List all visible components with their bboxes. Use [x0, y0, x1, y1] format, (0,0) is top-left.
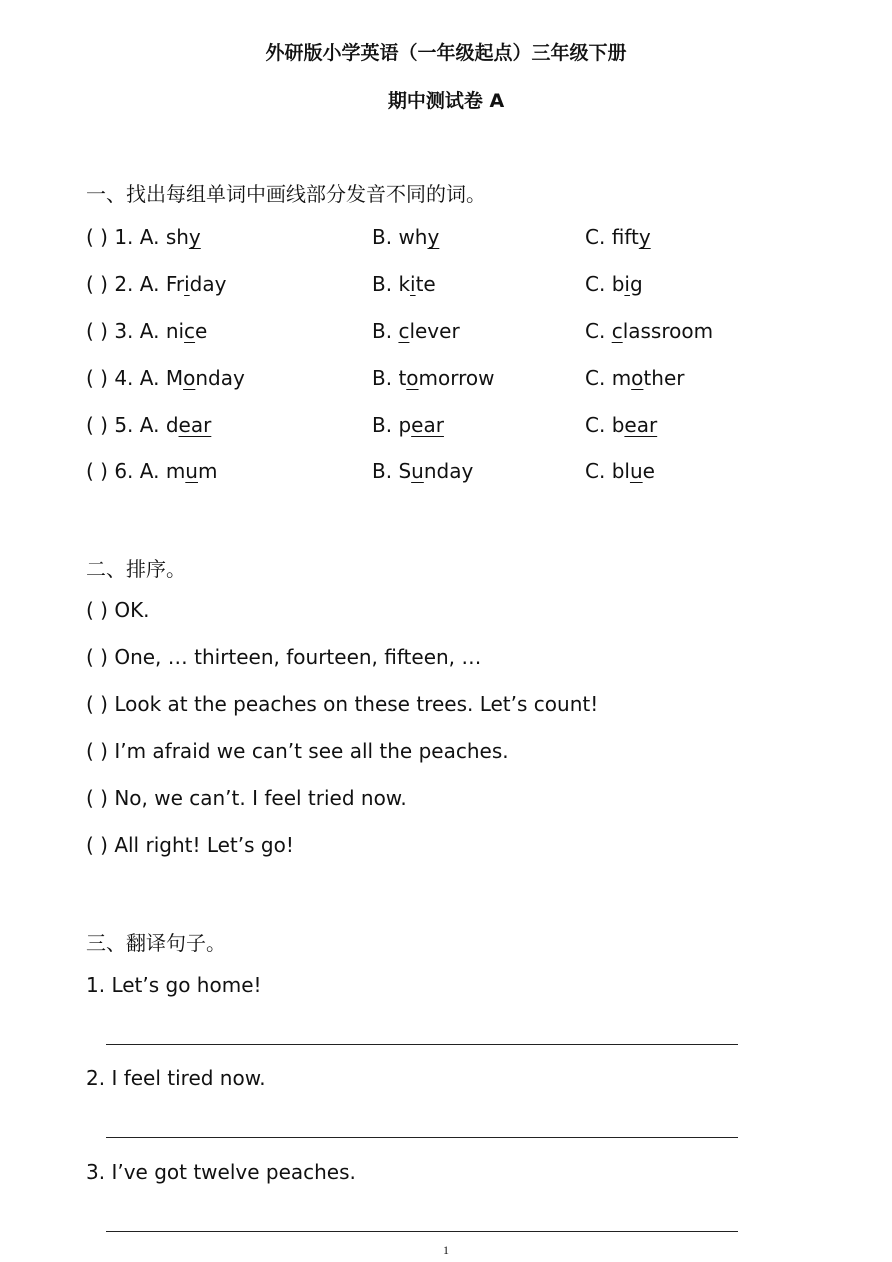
option-c: C. blue — [585, 459, 655, 483]
section3-heading: 三、翻译句子。 — [86, 931, 226, 955]
document-subtitle: 期中测试卷 A — [387, 90, 505, 112]
document-title: 外研版小学英语（一年级起点）三年级下册 — [265, 42, 627, 64]
ordering-item: ( ) I’m afraid we can’t see all the peaches. — [86, 739, 509, 763]
option-a: ( ) 1. A. shy — [86, 225, 201, 249]
page-number: 1 — [443, 1243, 449, 1257]
translation-sentence: 3. I’ve got twelve peaches. — [86, 1160, 356, 1184]
section2-heading: 二、排序。 — [86, 557, 186, 581]
translation-sentence: 1. Let’s go home! — [86, 973, 262, 997]
option-c: C. fifty — [585, 225, 651, 249]
ordering-item: ( ) One, … thirteen, fourteen, fifteen, … — [86, 645, 482, 669]
option-b: B. Sunday — [372, 459, 474, 483]
option-c: C. big — [585, 272, 643, 296]
answer-line[interactable] — [106, 1137, 738, 1138]
ordering-item: ( ) OK. — [86, 598, 150, 622]
ordering-item: ( ) No, we can’t. I feel tried now. — [86, 786, 407, 810]
option-b: B. clever — [372, 319, 460, 343]
option-b: B. why — [372, 225, 440, 249]
option-a: ( ) 2. A. Friday — [86, 272, 227, 296]
answer-line[interactable] — [106, 1231, 738, 1232]
option-a: ( ) 3. A. nice — [86, 319, 208, 343]
translation-sentence: 2. I feel tired now. — [86, 1066, 266, 1090]
answer-line[interactable] — [106, 1044, 738, 1045]
option-b: B. tomorrow — [372, 366, 495, 390]
ordering-item: ( ) All right! Let’s go! — [86, 833, 294, 857]
option-a: ( ) 4. A. Monday — [86, 366, 245, 390]
option-c: C. mother — [585, 366, 685, 390]
option-a: ( ) 5. A. dear — [86, 413, 212, 437]
option-a: ( ) 6. A. mum — [86, 459, 218, 483]
ordering-item: ( ) Look at the peaches on these trees. Let’s count! — [86, 692, 599, 716]
option-b: B. pear — [372, 413, 444, 437]
option-b: B. kite — [372, 272, 436, 296]
section1-heading: 一、找出每组单词中画线部分发音不同的词。 — [86, 182, 486, 206]
option-c: C. classroom — [585, 319, 714, 343]
option-c: C. bear — [585, 413, 658, 437]
